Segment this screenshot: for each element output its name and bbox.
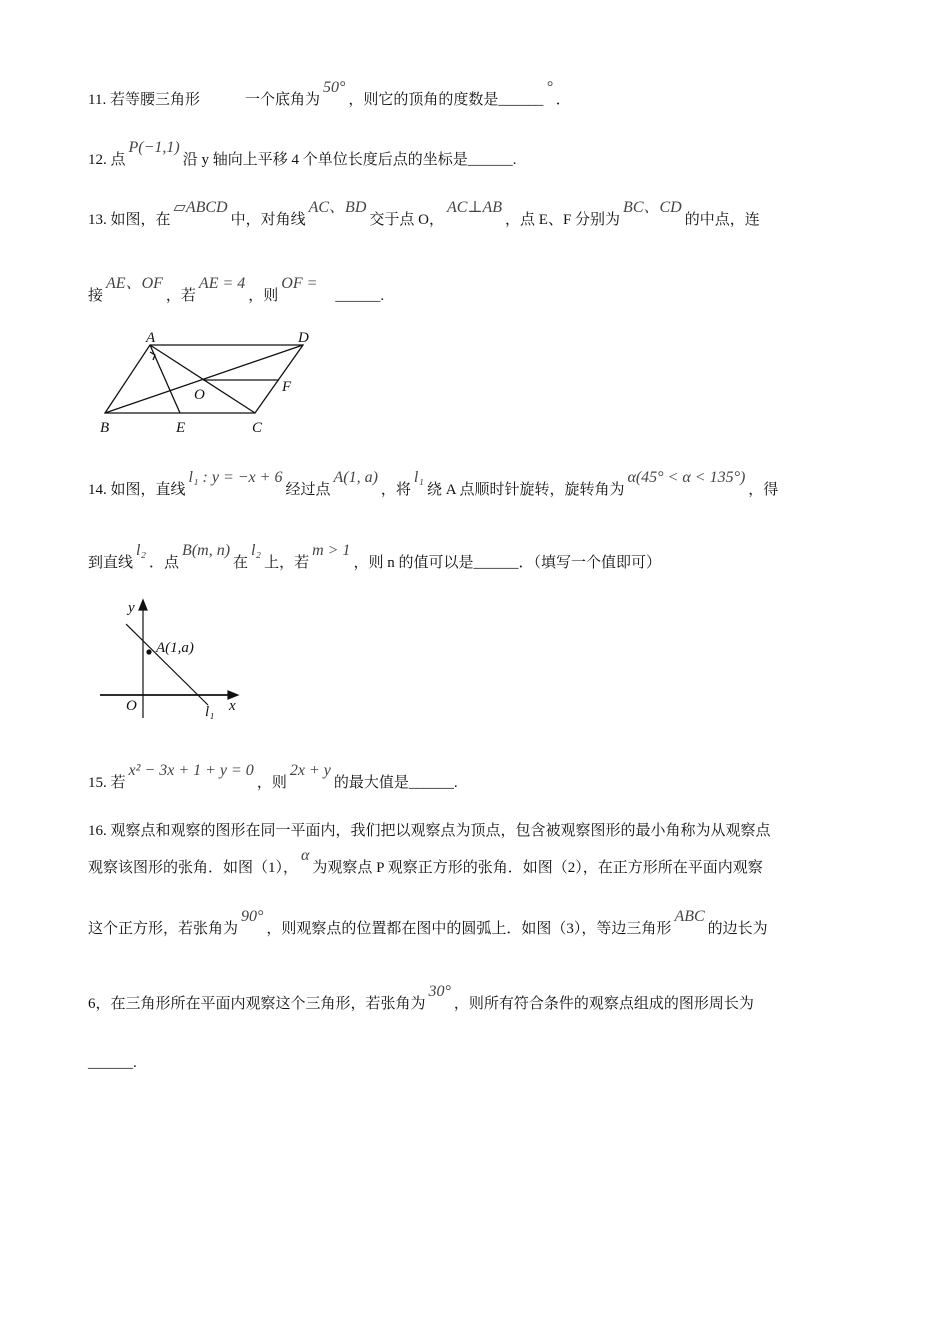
- math-expression: A(1, a): [333, 469, 378, 486]
- question-text: 到直线: [88, 555, 134, 571]
- question-text: 中，对角线: [230, 212, 306, 228]
- label-y: y: [128, 600, 135, 616]
- question-text: 上，若: [264, 555, 310, 571]
- question-text: 15. 若: [88, 775, 126, 791]
- math-expression: α: [301, 847, 310, 864]
- y-axis-arrow: [139, 600, 147, 610]
- label-b: B: [100, 420, 110, 436]
- question-text: ，则: [248, 288, 279, 304]
- math-expression: ABC: [674, 908, 705, 925]
- math-expression: l₁ : y = −x + 6: [188, 469, 283, 486]
- question-text: ，若: [165, 288, 196, 304]
- label-a: A: [146, 330, 156, 346]
- math-expression: 30°: [428, 983, 451, 1000]
- question-text: 14. 如图，直线: [88, 482, 186, 498]
- question-text: 沿 y 轴向上平移 4 个单位长度后点的坐标是______.: [182, 152, 517, 168]
- question-text: ．: [555, 92, 571, 108]
- question-text: ，则 n 的值可以是______．（填写一个值即可）: [353, 555, 661, 571]
- math-expression: l₂: [251, 542, 262, 559]
- question-text: ，则所有符合条件的观察点组成的图形周长为: [453, 996, 754, 1012]
- label-l1: l₁: [205, 704, 215, 720]
- question-text: 11. 若等腰三角形 一个底角为: [88, 92, 320, 108]
- label-x: x: [229, 698, 236, 714]
- label-e: E: [176, 420, 186, 436]
- question-text: ，点 E、F 分别为: [505, 212, 621, 228]
- line-l1: [126, 624, 208, 705]
- math-expression: °: [546, 79, 553, 96]
- question-text: 的边长为: [707, 921, 768, 937]
- question-text: 的中点，连: [684, 212, 760, 228]
- question-text: 交于点 O，: [369, 212, 444, 228]
- label-c: C: [252, 420, 263, 436]
- question-text: 12. 点: [88, 152, 126, 168]
- label-o: O: [194, 387, 205, 403]
- math-expression: P(−1,1): [128, 139, 180, 156]
- question-text: 6，在三角形所在平面内观察这个三角形，若张角为: [88, 996, 426, 1012]
- question-text: 经过点: [285, 482, 331, 498]
- question-text: ，则观察点的位置都在图中的圆弧上．如图（3），等边三角形: [266, 921, 672, 937]
- question-text: 绕 A 点顺时针旋转，旋转角为: [426, 482, 625, 498]
- math-expression: AC、BD: [308, 199, 367, 216]
- question-text: 16. 观察点和观察的图形在同一平面内，我们把以观察点为顶点，包含被观察图形的最小角称为从观察点: [88, 823, 771, 839]
- question-text: 在: [233, 555, 249, 571]
- question-text: ，则它的顶角的度数是______: [348, 92, 544, 108]
- question-text: ，得: [748, 482, 779, 498]
- label-point-a: A(1,a): [156, 640, 194, 656]
- math-expression: AC⊥AB: [446, 199, 503, 216]
- math-expression: m > 1: [312, 542, 351, 559]
- point-a: [147, 650, 151, 654]
- question-text: ，将: [380, 482, 411, 498]
- question-text: ______.: [88, 1055, 137, 1071]
- math-expression: α(45° < α < 135°): [627, 469, 746, 486]
- question-text: 这个正方形，若张角为: [88, 921, 239, 937]
- question-text: 的最大值是______.: [333, 775, 458, 791]
- math-expression: AE、OF: [106, 275, 163, 292]
- math-expression: ▱ABCD: [173, 199, 228, 216]
- label-origin: O: [126, 698, 137, 714]
- question-text: 观察该图形的张角．如图（1），: [88, 860, 299, 876]
- math-expression: 90°: [241, 908, 264, 925]
- question-text: 接: [88, 288, 104, 304]
- question-text: 为观察点 P 观察正方形的张角．如图（2），在正方形所在平面内观察: [312, 860, 763, 876]
- label-d: D: [298, 330, 309, 346]
- question-text: 13. 如图，在: [88, 212, 171, 228]
- label-f: F: [282, 379, 292, 395]
- math-expression: 2x + y: [289, 762, 331, 779]
- math-expression: x² − 3x + 1 + y = 0: [128, 762, 254, 779]
- question-text: ______.: [320, 288, 385, 304]
- math-expression: l₂: [136, 542, 147, 559]
- coordinate-figure: [100, 600, 238, 718]
- question-text: ．点: [149, 555, 180, 571]
- math-expression: l₁: [413, 469, 424, 486]
- math-expression: B(m, n): [182, 542, 231, 559]
- math-expression: OF =: [281, 275, 318, 292]
- question-text: ，则: [256, 775, 287, 791]
- math-expression: BC、CD: [623, 199, 682, 216]
- math-expression: AE = 4: [198, 275, 246, 292]
- math-expression: 50°: [322, 79, 346, 96]
